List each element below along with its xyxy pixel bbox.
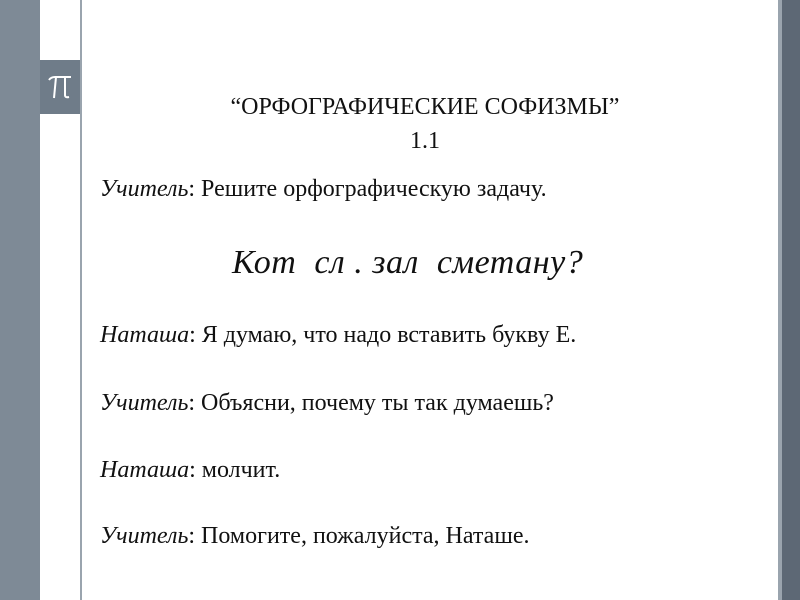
speaker-separator: : xyxy=(189,457,202,483)
slide-title-line2: 1.1 xyxy=(410,128,440,154)
dialogue-text: Я думаю, что надо вставить букву Е. xyxy=(201,322,577,348)
left-divider-line xyxy=(80,0,82,600)
slide-title-line1: “ОРФОГРАФИЧЕСКИЕ СОФИЗМЫ” xyxy=(230,94,620,120)
dialogue-line-2 xyxy=(100,322,770,349)
speaker-name: Учитель xyxy=(100,390,189,416)
dialogue-line-3 xyxy=(100,390,770,417)
speaker-name: Учитель xyxy=(100,523,189,549)
speaker-separator: : xyxy=(188,523,202,549)
dialogue-text: молчит. xyxy=(201,457,281,483)
dialogue-text: Помогите, пожалуйста, Наташе. xyxy=(201,523,530,549)
dialogue-text: Решите орфографическую задачу. xyxy=(201,176,547,202)
speaker-name: Учитель xyxy=(100,176,189,202)
slide-title xyxy=(130,90,720,158)
speaker-separator: : xyxy=(188,176,202,202)
speaker-name: Наташа xyxy=(100,322,190,348)
speaker-name: Наташа xyxy=(100,457,190,483)
dialogue-line-4 xyxy=(100,457,770,484)
left-decor-bar xyxy=(0,0,40,600)
dialogue-text: Объясни, почему ты так думаешь? xyxy=(201,390,554,416)
speaker-separator: : xyxy=(188,390,202,416)
right-decor-bar xyxy=(782,0,800,600)
dialogue-line-5 xyxy=(100,523,770,550)
spelling-task: Кот сл . зал сметану? xyxy=(232,244,584,281)
pi-icon-glyph xyxy=(45,72,75,102)
dialogue-line-1 xyxy=(100,176,770,203)
pi-icon xyxy=(40,58,80,116)
speaker-separator: : xyxy=(189,322,202,348)
